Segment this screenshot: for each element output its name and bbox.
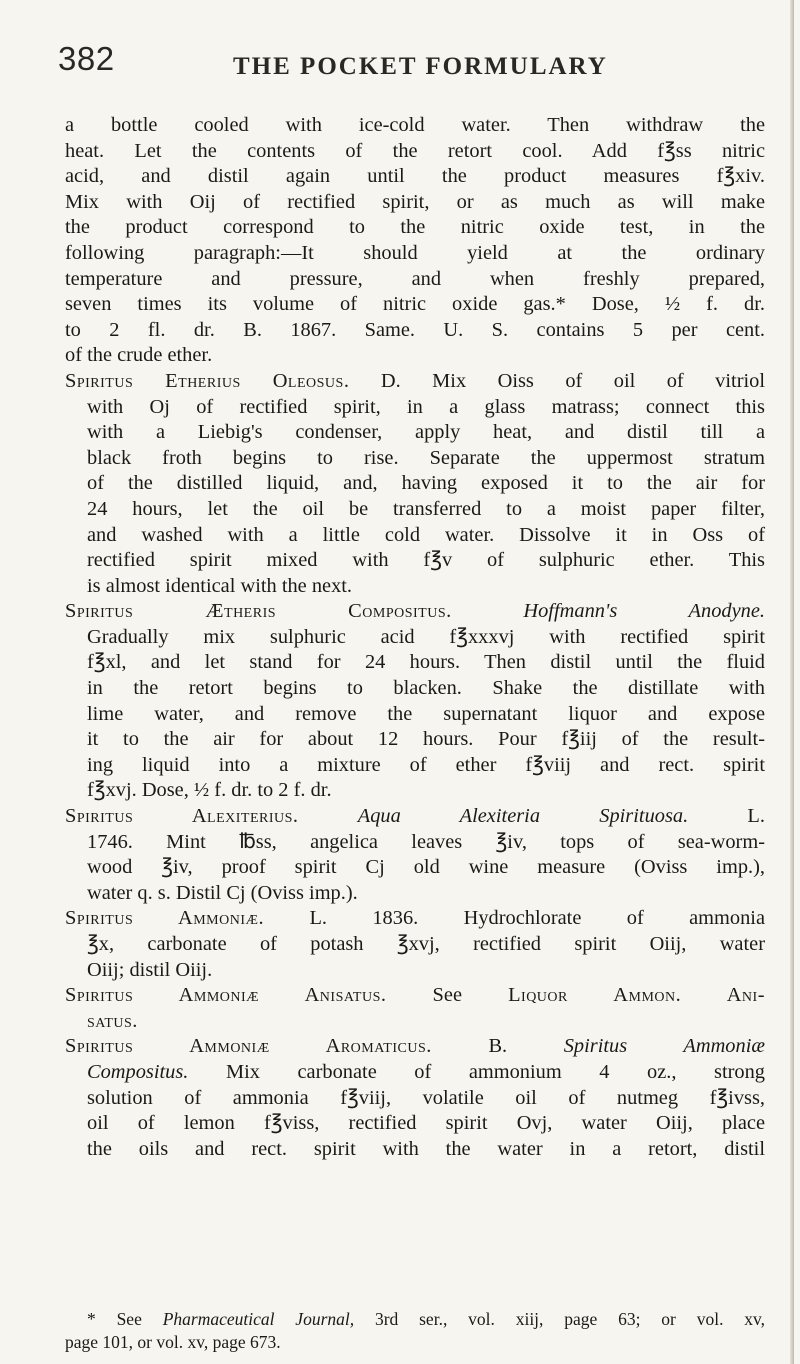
entry-title: Spiritus Ammoniæ.	[65, 907, 265, 930]
text-line: lime water, and remove the supernatant liquor and expose	[87, 702, 765, 725]
entry-subtitle-continued: Compositus.	[87, 1060, 189, 1083]
footnote-line: page 101, or vol. xv, page 673.	[65, 1332, 281, 1352]
entry-title: Spiritus Ammoniæ Anisatus.	[65, 984, 387, 1007]
text-line: ℥x, carbonate of potash ℥xvj, rectified spirit Oiij, water	[87, 933, 765, 955]
entry-subtitle: Aqua Alexiteria Spirituosa.	[357, 805, 689, 828]
entry-text: L.	[747, 805, 765, 828]
text-line: and washed with a little cold water. Dissolve it in Oss of	[87, 523, 765, 546]
text-line: a bottle cooled with ice-cold water. Then withdraw the	[65, 114, 765, 136]
text-line: with a Liebig's condenser, apply heat, and distil till a	[87, 421, 765, 444]
entry-text: B.	[488, 1035, 508, 1058]
text-line: Gradually mix sulphuric acid f℥xxxvj with rectified spirit	[87, 625, 765, 648]
entry-title: Spiritus Alexiterius.	[65, 805, 299, 828]
text-line: following paragraph:—It should yield at the ordinary	[65, 241, 765, 264]
entry-heading-line	[65, 983, 765, 1009]
entry-text: L. 1836. Hydrochlorate of ammonia	[309, 907, 766, 930]
text-line: with Oj of rectified spirit, in a glass matrass; connect this	[87, 395, 765, 418]
footnote-text: 3rd ser., vol. xiij, page 63; or vol. xv,	[374, 1309, 766, 1329]
text-line: black froth begins to rise. Separate the uppermost stratum	[87, 446, 765, 469]
text-line: heat. Let the contents of the retort cool. Add f℥ss nitric	[65, 139, 765, 162]
text-line: Mix with Oij of rectified spirit, or as much as will make	[65, 190, 765, 213]
text-line: satus.	[87, 1009, 138, 1032]
text-line: oil of lemon f℥viss, rectified spirit Ovj, water Oiij, place	[87, 1112, 765, 1135]
text-line: Oiij; distil Oiij.	[87, 958, 213, 981]
footnote	[65, 1308, 765, 1354]
entry-subtitle: Hoffmann's Anodyne.	[523, 600, 765, 623]
text-line: water q. s. Distil Cj (Oviss imp.).	[87, 881, 358, 904]
text-line: the oils and rect. spirit with the water in a retort, distil	[87, 1137, 765, 1160]
text-line: wood ℥iv, proof spirit Cj old wine measure (Oviss imp.),	[87, 856, 765, 879]
text-line: 1746. Mint ℔ss, angelica leaves ℥iv, tops of sea-worm-	[87, 830, 765, 853]
entry-subtitle: Spiritus Ammoniæ	[563, 1035, 765, 1058]
text-line	[65, 1060, 765, 1086]
entry-title: Spiritus Ætheris Compositus.	[65, 600, 452, 623]
text-line: solution of ammonia f℥viij, volatile oil of nutmeg f℥ivss,	[87, 1086, 765, 1109]
running-head: THE POCKET FORMULARY	[233, 53, 608, 80]
entry-title: Spiritus Etherius Oleosus.	[65, 369, 350, 392]
text-line: temperature and pressure, and when freshly prepared,	[65, 267, 765, 290]
entry-title: Spiritus Ammoniæ Aromaticus.	[65, 1035, 432, 1058]
text-line: rectified spirit mixed with f℥v of sulphuric ether. This	[87, 549, 765, 572]
text-line: 24 hours, let the oil be transferred to a moist paper filter,	[87, 497, 765, 520]
entry-heading-line	[65, 1034, 765, 1060]
text-line: of the distilled liquid, and, having exposed it to the air for	[87, 472, 765, 495]
entry-heading-line	[65, 599, 765, 625]
text-line: seven times its volume of nitric oxide gas.* Dose, ½ f. dr.	[65, 293, 765, 316]
page-number: 382	[58, 40, 115, 77]
text-line: f℥xl, and let stand for 24 hours. Then distil until the fluid	[87, 651, 765, 674]
text-line: is almost identical with the next.	[87, 574, 353, 597]
text-line: in the retort begins to blacken. Shake the distillate with	[87, 677, 765, 700]
entry-heading-line	[65, 906, 765, 932]
cross-reference: Liquor Ammon. Ani-	[508, 984, 765, 1007]
page-header	[58, 40, 758, 90]
text-line: to 2 fl. dr. B. 1867. Same. U. S. contains 5 per cent.	[65, 318, 765, 341]
footnote-line	[65, 1308, 765, 1331]
entry-text: See	[432, 984, 462, 1007]
text-line: f℥xvj. Dose, ½ f. dr. to 2 f. dr.	[87, 779, 332, 802]
text-line: it to the air for about 12 hours. Pour f℥iij of the result-	[87, 728, 765, 751]
body-text	[65, 113, 765, 1162]
entry-text: Mix carbonate of ammonium 4 oz., strong	[225, 1060, 765, 1083]
entry-heading-line	[65, 804, 765, 830]
text-line: acid, and distil again until the product measures f℥xiv.	[65, 165, 765, 188]
footnote-journal: Pharmaceutical Journal,	[162, 1309, 355, 1329]
footnote-marker: * See	[87, 1309, 142, 1329]
page-edge	[790, 0, 794, 1364]
text-line: of the crude ether.	[65, 344, 213, 367]
entry-heading-line	[65, 369, 765, 395]
text-line: the product correspond to the nitric oxide test, in the	[65, 216, 765, 239]
text-line: ing liquid into a mixture of ether f℥viij and rect. spirit	[87, 753, 765, 776]
entry-text: D. Mix Oiss of oil of vitriol	[380, 369, 766, 392]
